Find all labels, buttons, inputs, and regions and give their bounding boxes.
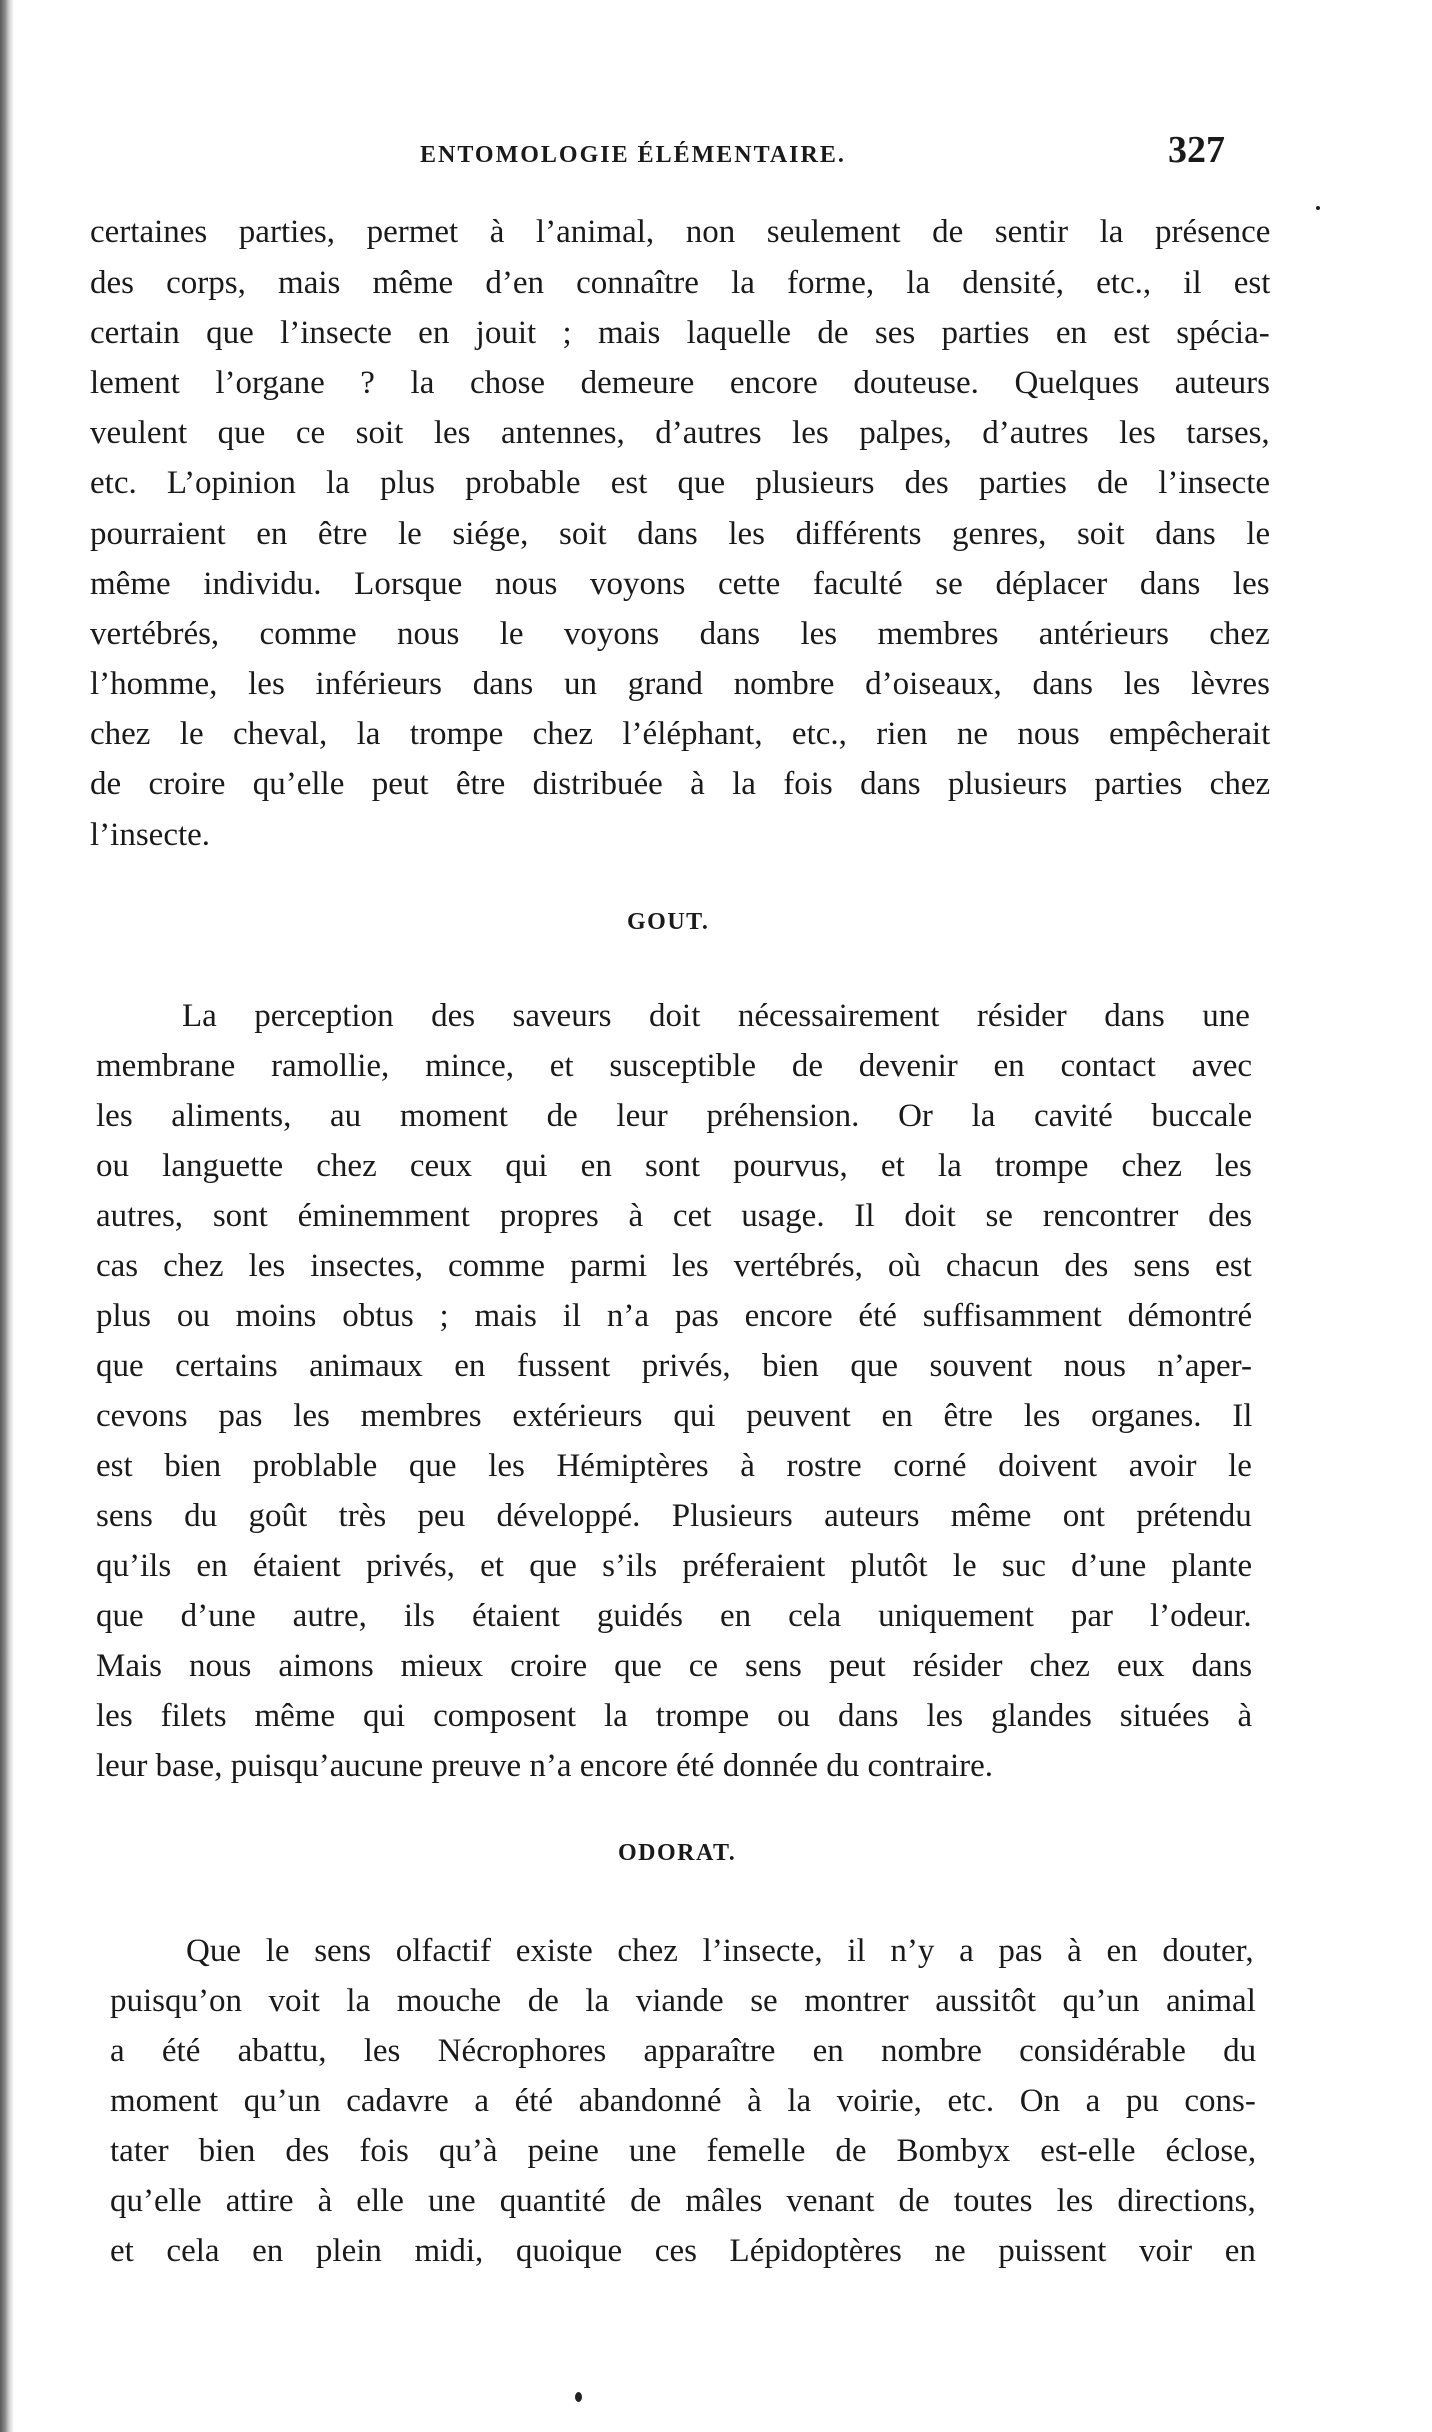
text-line: des corps, mais même d’en connaître la forme, la densité, etc., il est [90, 265, 1271, 301]
text-line: tater bien des fois qu’à peine une femelle de Bombyx est-elle éclose, [110, 2133, 1257, 2169]
text-line: ou languette chez ceux qui en sont pourvus, et la trompe chez les [96, 1148, 1252, 1184]
text-line: qu’elle attire à elle une quantité de mâles venant de toutes les directions, [110, 2183, 1256, 2219]
text-line: plus ou moins obtus ; mais il n’a pas encore été suffisamment démontré [96, 1298, 1253, 1334]
text-line: La perception des saveurs doit nécessairement résider dans une [182, 998, 1250, 1034]
text-line: membrane ramollie, mince, et susceptible de devenir en contact avec [96, 1048, 1253, 1084]
text-line: les filets même qui composent la trompe ou dans les glandes situées à [96, 1698, 1253, 1734]
text-line: a été abattu, les Nécrophores apparaître en nombre considérable du [110, 2033, 1257, 2069]
text-line: chez le cheval, la trompe chez l’éléphant, etc., rien ne nous empêcherait [90, 716, 1271, 752]
text-line: pourraient en être le siége, soit dans les différents genres, soit dans le [90, 516, 1271, 552]
text-line: que d’une autre, ils étaient guidés en cela uniquement par l’odeur. [96, 1598, 1252, 1634]
print-speck [1316, 206, 1320, 210]
text-line: autres, sont éminemment propres à cet usage. Il doit se rencontrer des [96, 1198, 1253, 1234]
section-heading-gout: GOUT. [627, 909, 710, 935]
text-line: qu’ils en étaient privés, et que s’ils préferaient plutôt le suc d’une plante [96, 1548, 1253, 1584]
text-line: Mais nous aimons mieux croire que ce sens peut résider chez eux dans [96, 1648, 1253, 1684]
text-line: l’insecte. [90, 817, 211, 853]
text-line: certaines parties, permet à l’animal, non seulement de sentir la présence [90, 214, 1271, 250]
text-line: cevons pas les membres extérieurs qui peuvent en être les organes. Il [96, 1398, 1253, 1434]
text-line: moment qu’un cadavre a été abandonné à la voirie, etc. On a pu cons- [110, 2083, 1256, 2119]
text-line: veulent que ce soit les antennes, d’autres les palpes, d’autres les tarses, [90, 415, 1270, 451]
text-line: même individu. Lorsque nous voyons cette faculté se déplacer dans les [90, 566, 1270, 602]
print-speck [575, 2392, 582, 2402]
section-heading-odorat: ODORAT. [618, 1840, 737, 1866]
text-line: lement l’organe ? la chose demeure encore douteuse. Quelques auteurs [90, 365, 1271, 401]
text-line: est bien problable que les Hémiptères à rostre corné doivent avoir le [96, 1448, 1252, 1484]
text-line: Que le sens olfactif existe chez l’insecte, il n’y a pas à en douter, [186, 1933, 1254, 1969]
text-line: etc. L’opinion la plus probable est que plusieurs des parties de l’insecte [90, 465, 1271, 501]
text-line: vertébrés, comme nous le voyons dans les membres antérieurs chez [90, 616, 1270, 652]
running-title: ENTOMOLOGIE ÉLÉMENTAIRE. [420, 142, 846, 168]
text-line: leur base, puisqu’aucune preuve n’a encore été donnée du contraire. [96, 1748, 993, 1784]
text-line: les aliments, au moment de leur préhension. Or la cavité buccale [96, 1098, 1253, 1134]
text-line: l’homme, les inférieurs dans un grand nombre d’oiseaux, dans les lèvres [90, 666, 1270, 702]
text-line: que certains animaux en fussent privés, bien que souvent nous n’aper- [96, 1348, 1252, 1384]
text-line: certain que l’insecte en jouit ; mais laquelle de ses parties en est spécia- [90, 315, 1270, 351]
text-line: sens du goût très peu développé. Plusieurs auteurs même ont prétendu [96, 1498, 1252, 1534]
text-line: et cela en plein midi, quoique ces Lépidoptères ne puissent voir en [110, 2233, 1256, 2269]
text-line: de croire qu’elle peut être distribuée à la fois dans plusieurs parties chez [90, 766, 1271, 802]
page-binding-edge [0, 0, 14, 2432]
text-line: puisqu’on voit la mouche de la viande se montrer aussitôt qu’un animal [110, 1983, 1256, 2019]
text-line: cas chez les insectes, comme parmi les vertébrés, où chacun des sens est [96, 1248, 1252, 1284]
page-number: 327 [1168, 129, 1225, 171]
